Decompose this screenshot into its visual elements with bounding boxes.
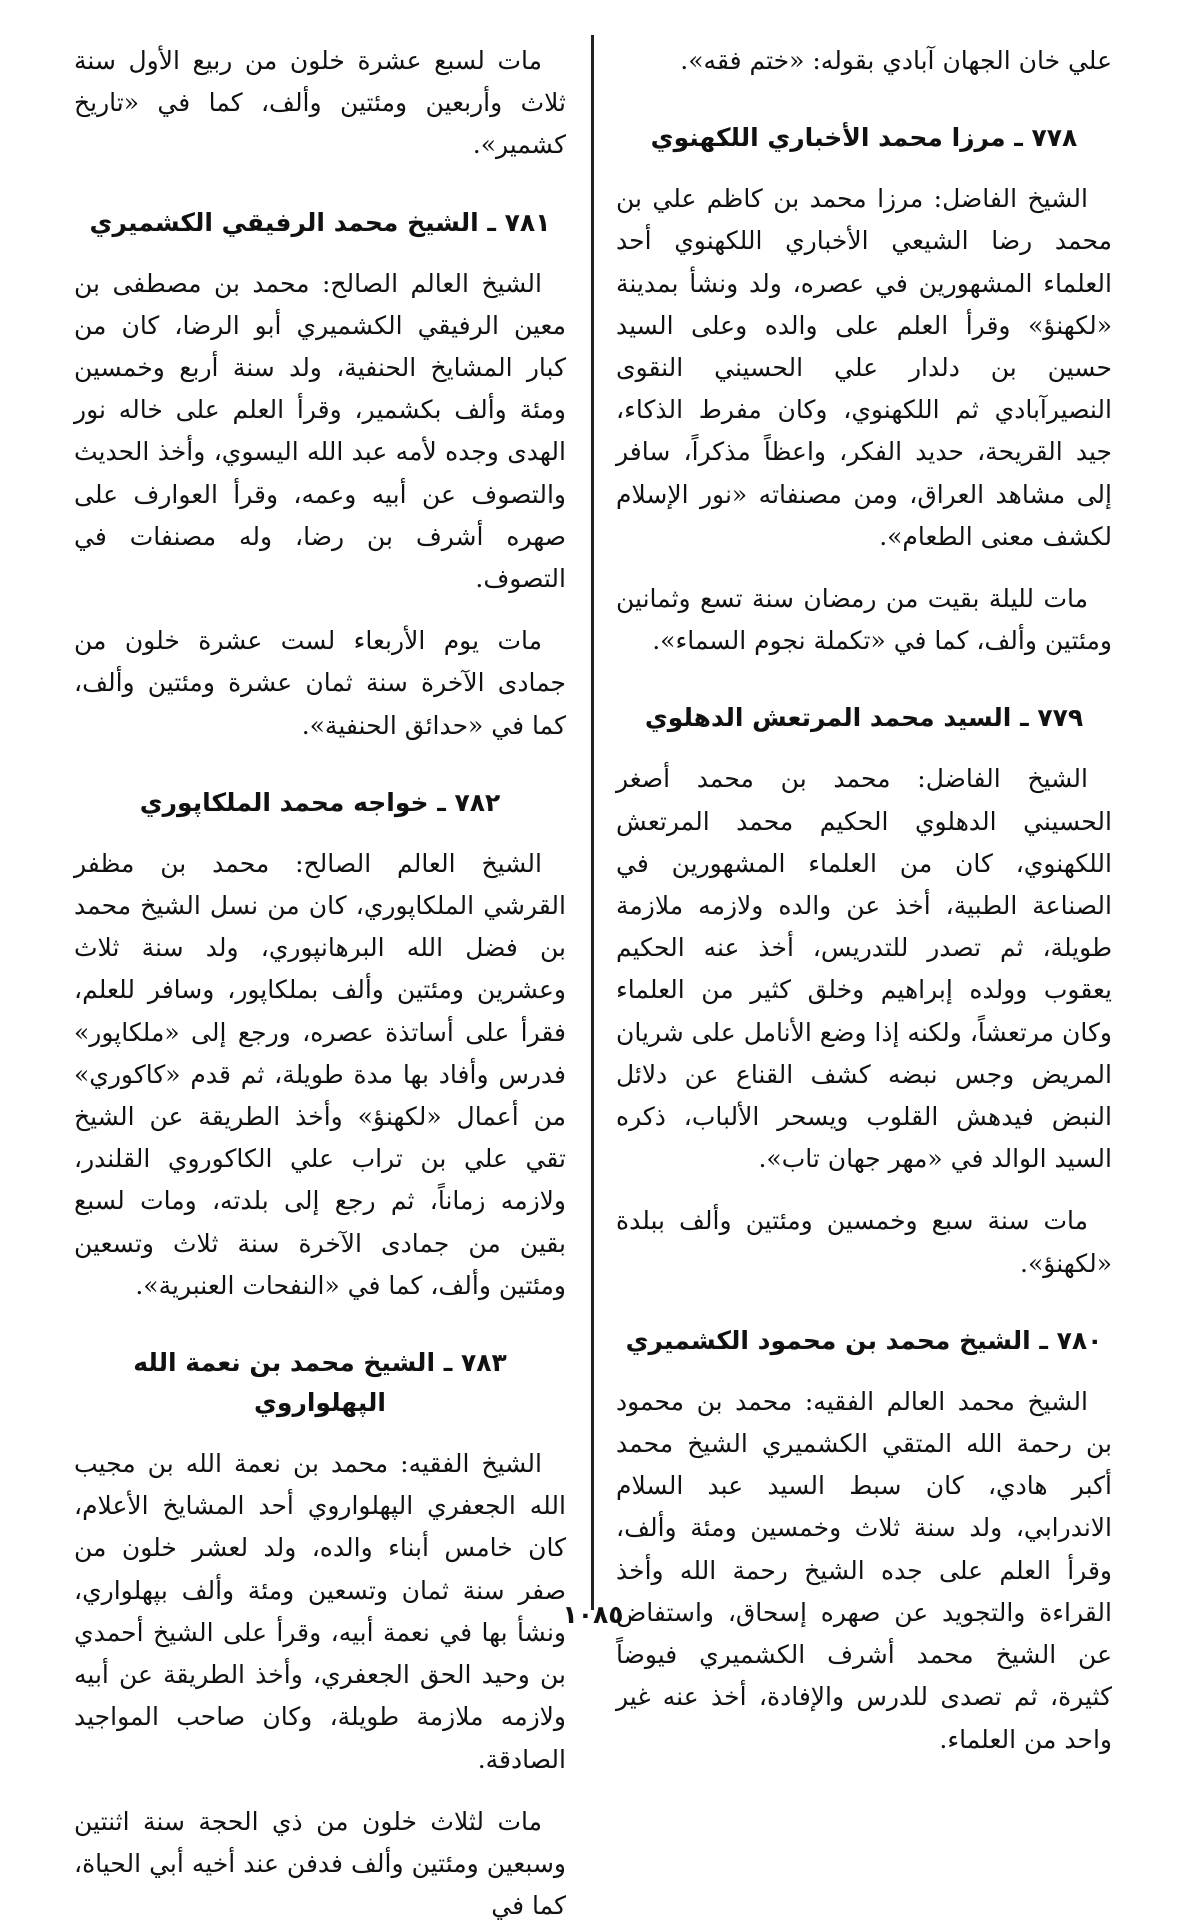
column-divider (591, 35, 594, 1610)
left-column (74, 40, 566, 1921)
entry-heading: ٧٨٣ ـ الشيخ محمد بن نعمة الله الپهلواروي (133, 1348, 507, 1418)
entry-paragraph: مات سنة سبع وخمسين ومئتين وألف ببلدة «لكهنؤ». (616, 1206, 1112, 1278)
entry-paragraph: مات لليلة بقيت من رمضان سنة تسع وثمانين ومئتين وألف، كما في «تكملة نجوم السماء». (616, 584, 1112, 656)
entry-heading: ٧٧٩ ـ السيد محمد المرتعش الدهلوي (644, 703, 1084, 733)
entry-paragraph: مات يوم الأربعاء لست عشرة خلون من جمادى الآخرة سنة ثمان عشرة ومئتين وألف، كما في «حدائق الحنفية». (74, 626, 566, 740)
page-number: ١٠٨٥ (562, 1600, 624, 1629)
entry-paragraph: الشيخ الفقيه: محمد بن نعمة الله بن مجيب الله الجعفري الپهلواروي أحد المشايخ الأعلام، كان خامس أبناء والده، ولد لعشر خلون من صفر سنة ثمان وتسعين ومئة وألف بپهلواري، ونشأ بها في نعمة أبيه، وقرأ على الشيخ أحمدي بن وحيد الحق الجعفري، وأخذ الطريقة عن أبيه ولازمه ملازمة طويلة، وكان صاحب المواجيد الصادقة. (74, 1449, 566, 1774)
entry-paragraph: الشيخ العالم الصالح: محمد بن مظفر القرشي الملكاپوري، كان من نسل الشيخ محمد بن فضل الله البرهانپوري، ولد سنة ثلاث وعشرين ومئتين وألف بملكاپور، وسافر للعلم، فقرأ على أساتذة عصره، ورجع إلى «ملكاپور» فدرس وأفاد بها مدة طويلة، ثم قدم «كاكوري» من أعمال «لكهنؤ» وأخذ الطريقة عن الشيخ تقي علي بن تراب علي الكاكوروي القلندر، ولازمه زماناً، ثم رجع إلى بلدته، ومات لسبع بقين من جمادى الآخرة سنة ثلاث وتسعين ومئتين وألف، كما في «النفحات العنبرية». (74, 848, 566, 1300)
entry-heading: ٧٨٠ ـ الشيخ محمد بن محمود الكشميري (625, 1325, 1103, 1355)
entry-paragraph: الشيخ العالم الصالح: محمد بن مصطفى بن معين الرفيقي الكشميري أبو الرضا، كان من كبار المشايخ الحنفية، ولد سنة أربع وخمسين ومئة وألف بكشمير، وقرأ العلم على خاله نور الهدى وجده لأمه عبد الله اليسوي، وأخذ الحديث والتصوف عن أبيه وعمه، وقرأ العوارف على صهره أشرف بن رضا، وله مصنفات في التصوف. (74, 268, 566, 594)
entry-heading: ٧٨١ ـ الشيخ محمد الرفيقي الكشميري (89, 207, 551, 237)
entry-778 (616, 118, 1112, 662)
continuation-text: علي خان الجهان آبادي بقوله: «ختم فقه». (680, 46, 1112, 75)
entry-782 (74, 783, 566, 1307)
entry-780 (616, 1321, 1112, 1761)
entry-paragraph: الشيخ الفاضل: محمد بن محمد أصغر الحسيني الدهلوي الحكيم محمد المرتعش اللكهنوي، كان من العلماء المشهورين في الصناعة الطبية، أخذ عن والده ولازمه ملازمة طويلة، ثم تصدر للتدريس، أخذ عنه الحكيم يعقوب وولده إبراهيم وخلق كثير من العلماء وكان مرتعشاً، ولكنه إذا وضع الأنامل على شريان المريض وجس نبضه كشف القناع عن دلائل النبض فيدهش القلوب ويسحر الألباب، ذكره السيد الوالد في «مهر جهان تاب». (616, 764, 1112, 1174)
entry-heading: ٧٧٨ ـ مرزا محمد الأخباري اللكهنوي (650, 123, 1078, 153)
entry-paragraph: الشيخ الفاضل: مرزا محمد بن كاظم علي بن محمد رضا الشيعي الأخباري اللكهنوي أحد العلماء المشهورين في عصره، ولد ونشأ بمدينة «لكهنؤ» وقرأ العلم على والده وعلى السيد حسين بن دلدار علي الحسيني النقوى النصيرآبادي ثم اللكهنوي، وكان مفرط الذكاء، جيد القريحة، حديد الفكر، واعظاً مذكراً، سافر إلى مشاهد العراق، ومن مصنفاته «نور الإسلام لكشف معنى الطعام». (616, 184, 1112, 551)
entry-heading: ٧٨٢ ـ خواجه محمد الملكاپوري (139, 787, 501, 817)
entry-paragraph: الشيخ محمد العالم الفقيه: محمد بن محمود بن رحمة الله المتقي الكشميري الشيخ محمد أكبر هادي، كان سبط السيد عبد السلام الاندرابي، ولد سنة ثلاث وخمسين ومئة وألف، وقرأ العلم على جده الشيخ رحمة الله وأخذ القراءة والتجويد عن صهره إسحاق، واستفاض عن الشيخ محمد أشرف الكشميري فيوضاً كثيرة، ثم تصدى للدرس والإفادة، أخذ عنه غير واحد من العلماء. (616, 1386, 1112, 1754)
right-column (616, 40, 1112, 1754)
continuation-text: مات لسبع عشرة خلون من ربيع الأول سنة ثلاث وأربعين ومئتين وألف، كما في «تاريخ كشمير». (74, 46, 566, 160)
entry-779 (616, 698, 1112, 1284)
entry-paragraph: مات لثلاث خلون من ذي الحجة سنة اثنتين وسبعين ومئتين وألف فدفن عند أخيه أبي الحياة، كما في (74, 1806, 566, 1921)
entry-781 (74, 203, 566, 747)
entry-783 (74, 1343, 566, 1927)
